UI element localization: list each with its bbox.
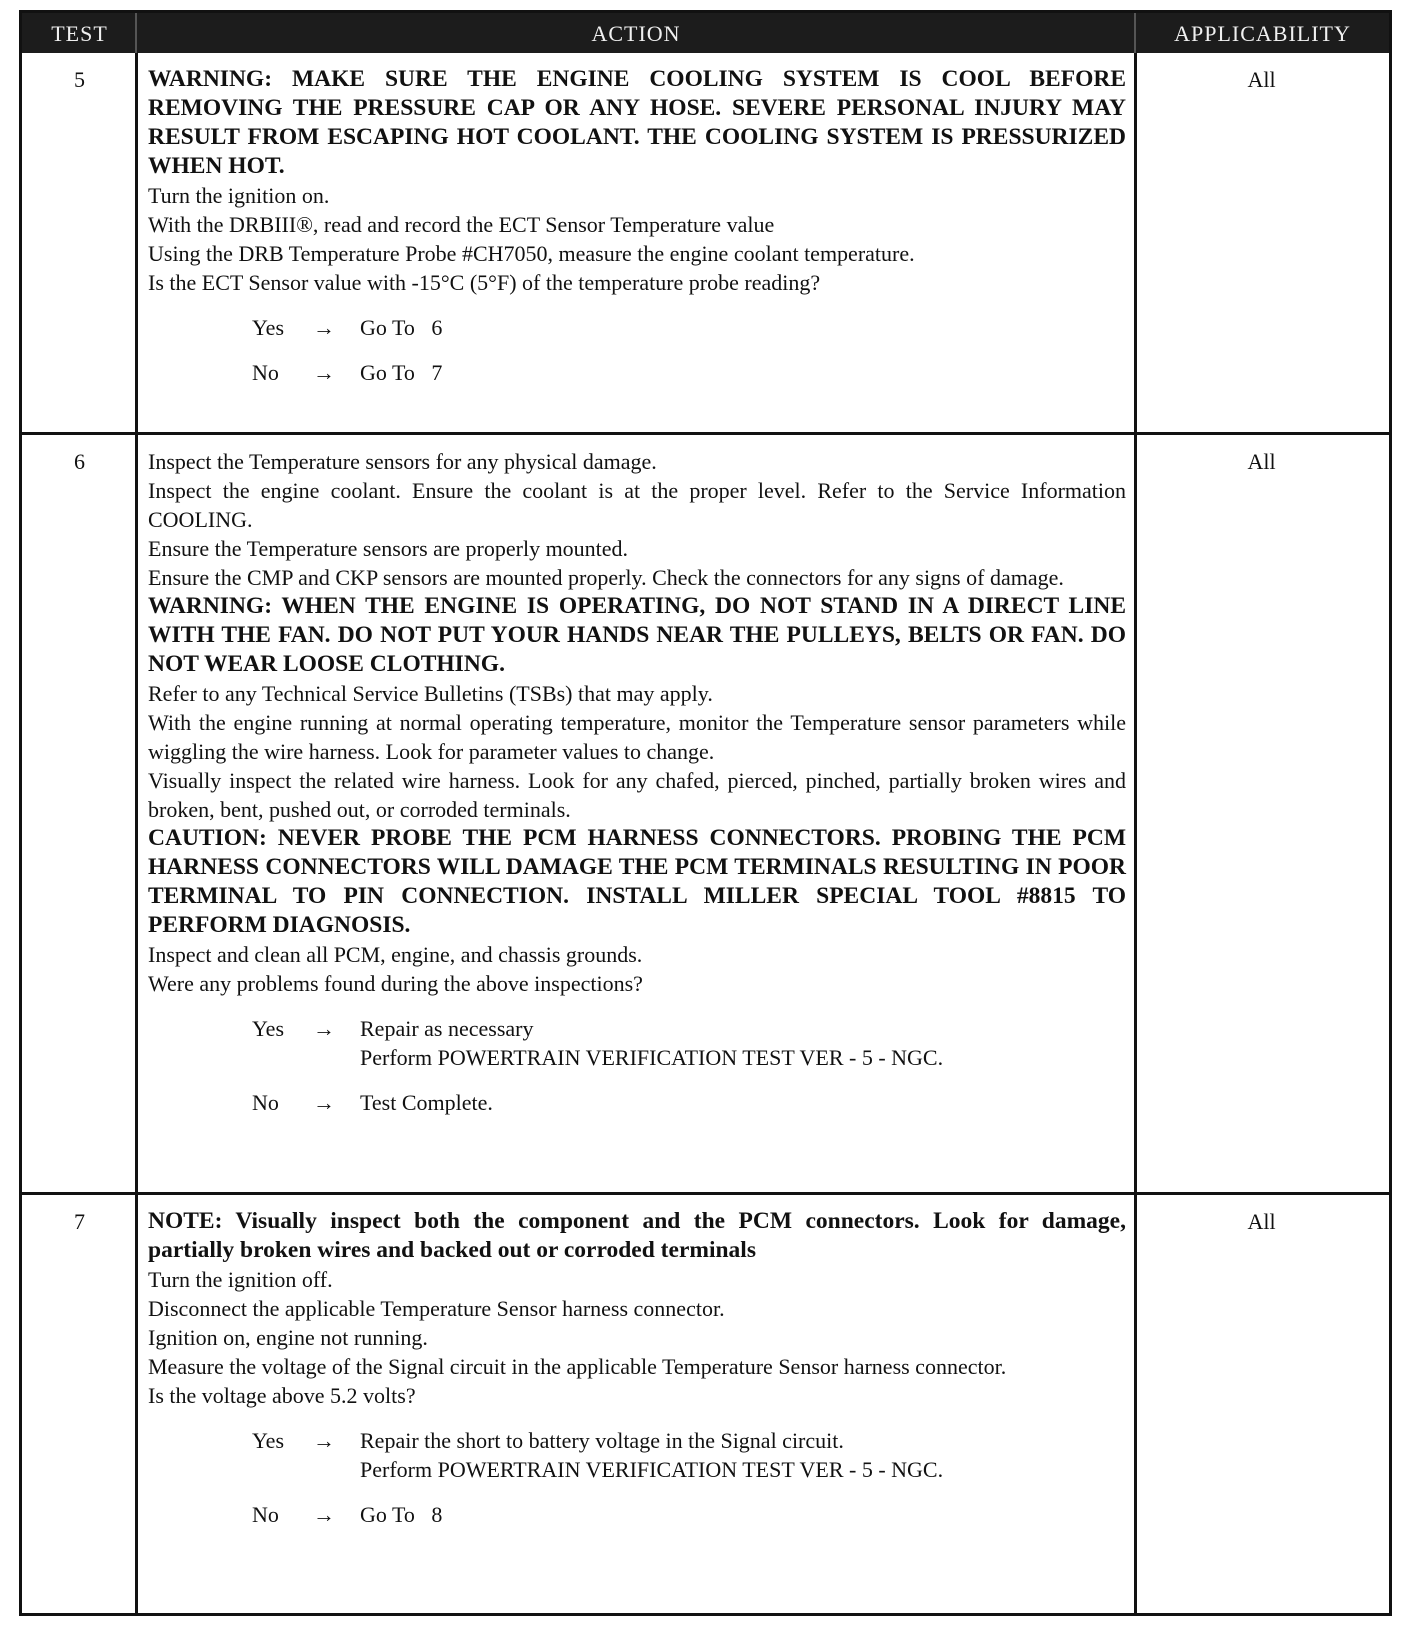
action-step: Inspect the Temperature sensors for any physical damage. (148, 449, 657, 474)
action-step: Refer to any Technical Service Bulletins (TSBs) that may apply. (148, 681, 713, 706)
yes-result-verification: Perform POWERTRAIN VERIFICATION TEST VER - 5 - NGC. (360, 1457, 944, 1482)
action-cell (148, 447, 1126, 1117)
no-branch (148, 1088, 1126, 1117)
applicability-cell: All (1247, 1209, 1276, 1234)
column-divider (135, 53, 138, 432)
yes-label: Yes (252, 1428, 285, 1453)
action-cell (148, 1207, 1126, 1529)
warning-text: WARNING: WHEN THE ENGINE IS OPERATING, DO NOT STAND IN A DIRECT LINE WITH THE FAN. DO NOT PUT YOUR HANDS NEAR THE PULLEYS, BELTS OR FAN. DO NOT WEAR LOOSE CLOTHING. (148, 593, 1126, 677)
column-divider (1134, 435, 1137, 1192)
column-divider (1134, 53, 1137, 432)
table-header (22, 13, 1389, 53)
action-step: With the engine running at normal operating temperature, monitor the Temperature sensor parameters while wiggling the wire harness. Look for parameter values to change. (148, 710, 1126, 764)
arrow-icon: → (313, 1016, 335, 1041)
header-test: TEST (51, 21, 108, 46)
no-branch (148, 1500, 1126, 1529)
no-label: No (252, 1090, 279, 1115)
no-label: No (252, 1502, 279, 1527)
arrow-icon: → (313, 360, 335, 385)
warning-text: WARNING: MAKE SURE THE ENGINE COOLING SYSTEM IS COOL BEFORE REMOVING THE PRESSURE CAP OR ANY HOSE. SEVERE PERSONAL INJURY MAY RESULT FROM ESCAPING HOT COOLANT. THE COOLING SYSTEM IS PRESSURIZED WHEN HOT. (148, 66, 1126, 179)
action-step: With the DRBIII®, read and record the ECT Sensor Temperature value (148, 212, 775, 237)
action-step: Measure the voltage of the Signal circuit in the applicable Temperature Sensor harness connector. (148, 1354, 1007, 1379)
yes-branch (148, 1014, 1126, 1072)
action-step: Ignition on, engine not running. (148, 1325, 428, 1350)
yes-branch (148, 313, 1126, 342)
action-step: Disconnect the applicable Temperature Sensor harness connector. (148, 1296, 725, 1321)
action-step: Using the DRB Temperature Probe #CH7050, measure the engine coolant temperature. (148, 241, 915, 266)
action-step: Ensure the Temperature sensors are properly mounted. (148, 536, 629, 561)
yes-result: Repair as necessary (360, 1016, 534, 1041)
arrow-icon: → (313, 1428, 335, 1453)
column-divider (135, 1195, 138, 1613)
question-text: Were any problems found during the above inspections? (148, 971, 643, 996)
header-divider (135, 13, 137, 53)
arrow-icon: → (313, 315, 335, 340)
action-step: Turn the ignition on. (148, 183, 330, 208)
test-number: 6 (74, 449, 85, 474)
action-step: Visually inspect the related wire harness. Look for any chafed, pierced, pinched, partially broken wires and broken, bent, pushed out, or corroded terminals. (148, 768, 1126, 822)
question-text: Is the ECT Sensor value with -15°C (5°F) of the temperature probe reading? (148, 270, 821, 295)
header-applicability: APPLICABILITY (1174, 21, 1351, 46)
yes-result: Go To 6 (360, 315, 443, 340)
action-step: Turn the ignition off. (148, 1267, 333, 1292)
yes-branch (148, 1426, 1126, 1484)
table-row (22, 432, 1389, 1192)
applicability-cell: All (1247, 67, 1276, 92)
no-result: Test Complete. (360, 1090, 493, 1115)
arrow-icon: → (313, 1090, 335, 1115)
column-divider (1134, 1195, 1137, 1613)
yes-result: Repair the short to battery voltage in the Signal circuit. (360, 1428, 844, 1453)
no-result: Go To 8 (360, 1502, 443, 1527)
yes-label: Yes (252, 315, 285, 340)
action-step: Ensure the CMP and CKP sensors are mounted properly. Check the connectors for any signs of damage. (148, 565, 1064, 590)
question-text: Is the voltage above 5.2 volts? (148, 1383, 416, 1408)
applicability-cell: All (1247, 449, 1276, 474)
test-number: 7 (74, 1209, 85, 1234)
action-cell (148, 65, 1126, 387)
table-row (22, 1192, 1389, 1613)
yes-result-verification: Perform POWERTRAIN VERIFICATION TEST VER - 5 - NGC. (360, 1045, 944, 1070)
table-row (22, 53, 1389, 432)
no-result: Go To 7 (360, 360, 443, 385)
no-label: No (252, 360, 279, 385)
yes-label: Yes (252, 1016, 285, 1041)
header-divider (1134, 13, 1136, 53)
diagnostic-table (19, 10, 1392, 1616)
note-text: NOTE: Visually inspect both the component and the PCM connectors. Look for damage, partially broken wires and backed out or corroded terminals (148, 1208, 1126, 1263)
column-divider (135, 435, 138, 1192)
header-action: ACTION (591, 21, 681, 46)
arrow-icon: → (313, 1502, 335, 1527)
test-number: 5 (74, 67, 85, 92)
no-branch (148, 358, 1126, 387)
action-step: Inspect the engine coolant. Ensure the coolant is at the proper level. Refer to the Service Information COOLING. (148, 478, 1126, 532)
caution-text: CAUTION: NEVER PROBE THE PCM HARNESS CONNECTORS. PROBING THE PCM HARNESS CONNECTORS WILL DAMAGE THE PCM TERMINALS RESULTING IN POOR TERMINAL TO PIN CONNECTION. INSTALL MILLER SPECIAL TOOL #8815 TO PERFORM DIAGNOSIS. (148, 825, 1126, 938)
action-step: Inspect and clean all PCM, engine, and chassis grounds. (148, 942, 643, 967)
